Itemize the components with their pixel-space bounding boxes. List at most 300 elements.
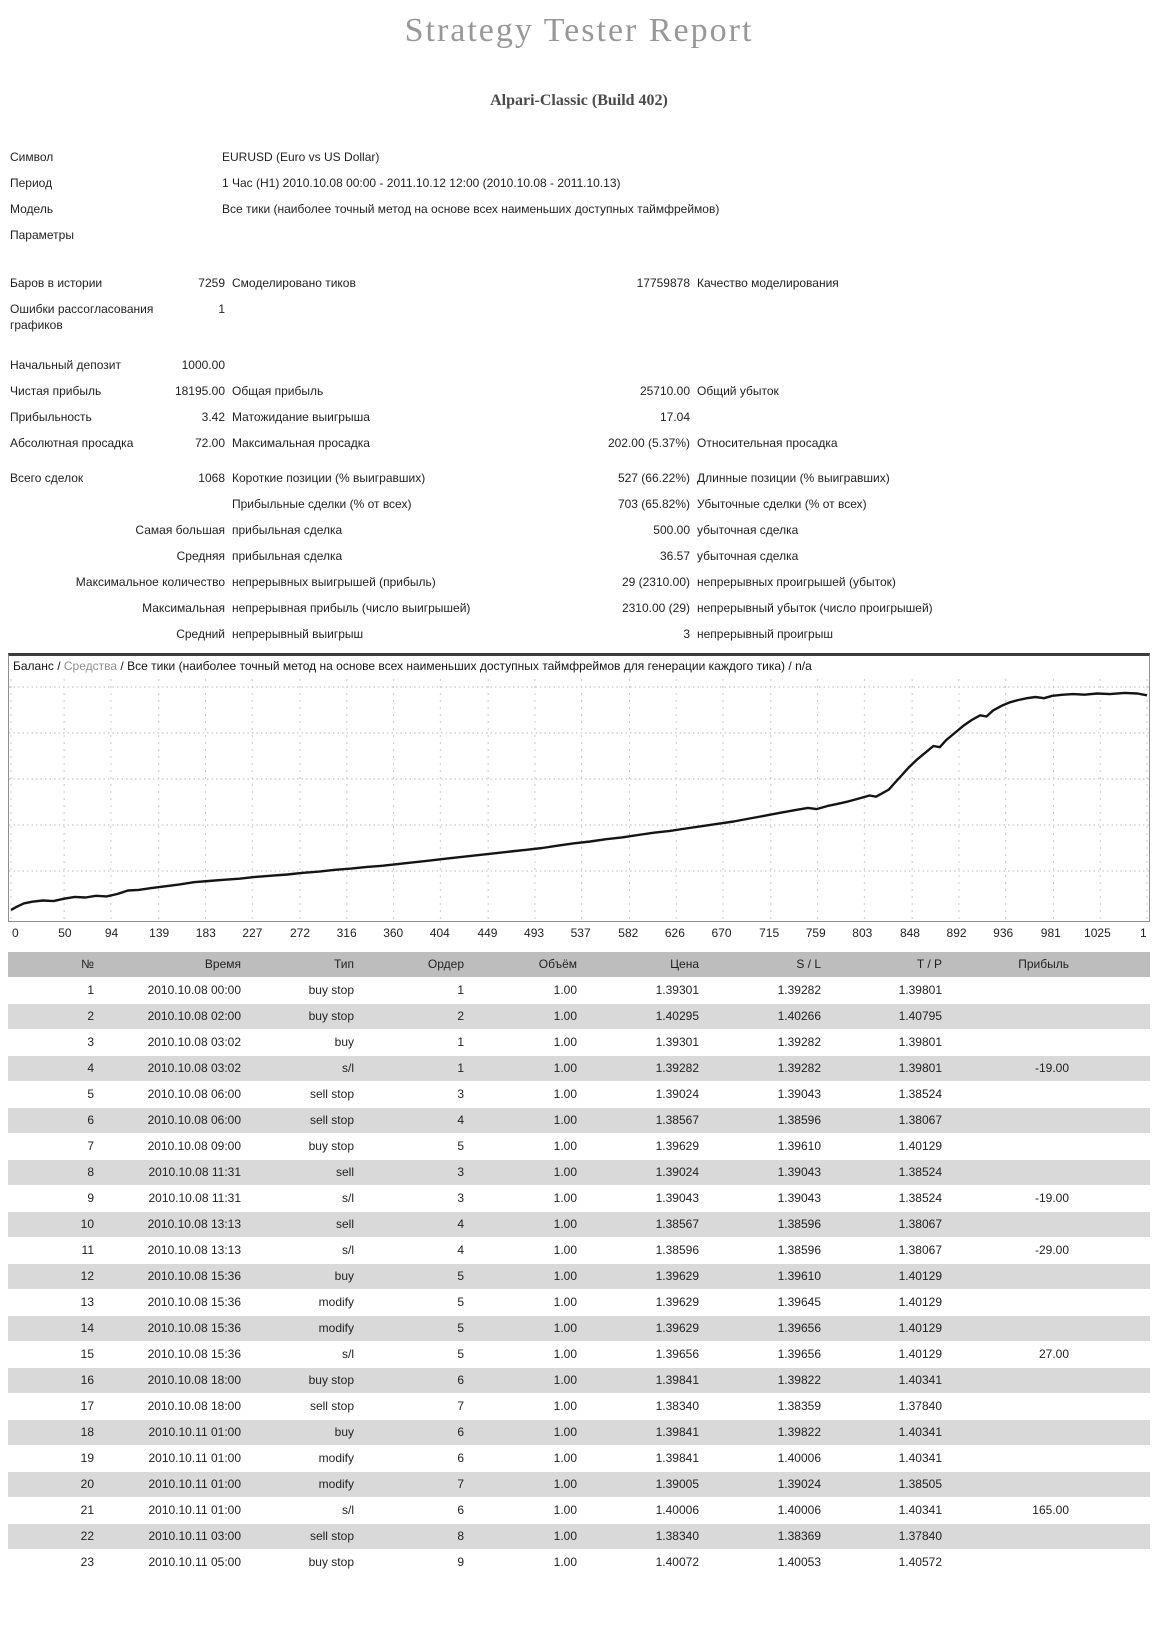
stat-value: 500.00 [653, 523, 690, 537]
info-row [0, 202, 1158, 228]
table-cell: 13 [80, 1295, 94, 1309]
row-filler [1075, 1550, 1150, 1575]
table-cell: 4 [457, 1243, 464, 1257]
table-cell: 3 [457, 1191, 464, 1205]
table-cell [948, 1264, 1075, 1289]
table-cell: 5 [87, 1087, 94, 1101]
table-cell: 1.39801 [898, 1061, 942, 1075]
table-cell: 1.39610 [777, 1269, 821, 1283]
stat-value: 72.00 [194, 436, 225, 450]
stat-value: 527 (66.22%) [617, 471, 690, 485]
stat-value: 1 [218, 302, 225, 316]
table-cell: buy stop [308, 1009, 354, 1023]
table-row [8, 1004, 1150, 1029]
table-cell: 1.00 [553, 1295, 577, 1309]
stats-section [0, 270, 1158, 647]
table-cell: 1.39024 [777, 1477, 821, 1491]
table-cell [948, 1108, 1075, 1133]
table-cell: 17 [80, 1399, 94, 1413]
table-cell: 2010.10.08 11:31 [148, 1191, 241, 1205]
table-cell: 1.00 [553, 1373, 577, 1387]
legend-na-text: n/a [795, 659, 812, 673]
table-cell: 4 [87, 1061, 94, 1075]
info-label: Период [10, 176, 53, 190]
table-cell: 2010.10.08 13:13 [147, 1243, 241, 1257]
table-row [8, 978, 1150, 1003]
table-cell: 1.39801 [898, 1035, 942, 1049]
row-filler [1075, 1004, 1150, 1029]
info-label: Параметры [10, 228, 74, 242]
row-filler [1075, 1368, 1150, 1393]
table-cell: 1.39043 [777, 1087, 821, 1101]
table-cell: 1.39656 [777, 1347, 821, 1361]
table-cell: 6 [457, 1451, 464, 1465]
table-cell: 4 [457, 1113, 464, 1127]
balance-chart [8, 653, 1150, 922]
table-cell: 15 [80, 1347, 94, 1361]
table-cell: 2010.10.11 05:00 [148, 1555, 241, 1569]
table-cell: 1.39841 [655, 1425, 699, 1439]
test-info-section [0, 150, 1158, 254]
table-cell: 1.40341 [898, 1503, 942, 1517]
table-cell [948, 1394, 1075, 1419]
table-cell: 1.39282 [777, 1061, 821, 1075]
x-tick-label: 493 [524, 926, 545, 940]
row-filler [1075, 1420, 1150, 1445]
info-row [0, 150, 1158, 176]
table-cell: modify [318, 1321, 354, 1335]
table-cell: 21 [80, 1503, 94, 1517]
table-cell: 1.40129 [898, 1139, 942, 1153]
table-row [8, 1264, 1150, 1289]
table-cell: 1.37840 [898, 1399, 942, 1413]
stats-row [0, 595, 1158, 621]
table-cell: 1.40129 [898, 1347, 942, 1361]
table-cell: 1.39629 [655, 1139, 699, 1153]
stat-label: непрерывный выигрыш [232, 627, 364, 641]
table-cell [948, 1134, 1075, 1159]
x-tick-label: 670 [711, 926, 732, 940]
column-header: Прибыль [1018, 957, 1069, 971]
table-cell [948, 1550, 1075, 1575]
table-row [8, 1082, 1150, 1107]
stats-row [0, 465, 1158, 491]
table-cell: 2010.10.08 03:02 [147, 1061, 241, 1075]
table-cell: 2010.10.11 01:00 [148, 1503, 241, 1517]
table-cell: 5 [457, 1347, 464, 1361]
table-cell: 1.39282 [777, 983, 821, 997]
stat-value: Самая большая [135, 523, 225, 537]
table-cell: 27.00 [1038, 1347, 1069, 1361]
stat-value: 2310.00 (29) [621, 601, 690, 615]
table-cell: s/l [342, 1347, 354, 1361]
table-cell: 1.00 [553, 1347, 577, 1361]
column-header: Цена [670, 957, 699, 971]
table-cell: -29.00 [1034, 1243, 1069, 1257]
table-header-row [8, 952, 1150, 977]
header-filler [1075, 952, 1150, 977]
report-subtitle: Alpari-Classic (Build 402) [490, 92, 668, 109]
table-cell: 1.38567 [655, 1113, 699, 1127]
stats-row [0, 491, 1158, 517]
x-tick-label: 404 [429, 926, 450, 940]
legend-equity-label: Средства [63, 659, 118, 673]
x-tick-label: 626 [664, 926, 685, 940]
table-cell: 1.39656 [655, 1347, 699, 1361]
table-cell: 18 [80, 1425, 94, 1439]
x-tick-label: 50 [58, 926, 72, 940]
stat-label: прибыльная сделка [232, 523, 343, 537]
stat-value: Максимальное количество [75, 575, 225, 589]
stat-label: Прибыльные сделки (% от всех) [232, 497, 412, 511]
stat-label: Чистая прибыль [10, 384, 102, 398]
table-cell: 2010.10.08 06:00 [147, 1087, 241, 1101]
stat-value: Средняя [176, 549, 225, 563]
x-tick-label: 981 [1040, 926, 1061, 940]
table-cell: 1.00 [553, 1061, 577, 1075]
table-cell: 1.38524 [898, 1191, 942, 1205]
table-cell: 3 [457, 1165, 464, 1179]
table-cell: 2010.10.08 03:02 [147, 1035, 241, 1049]
table-cell: 1.00 [553, 1477, 577, 1491]
stat-value: 29 (2310.00) [621, 575, 690, 589]
table-row [8, 1238, 1150, 1263]
row-filler [1075, 1134, 1150, 1159]
table-cell: 1.00 [553, 1217, 577, 1231]
table-cell: 1.00 [553, 1113, 577, 1127]
table-cell: modify [318, 1477, 354, 1491]
table-cell: 8 [457, 1529, 464, 1543]
table-cell: 1.37840 [898, 1529, 942, 1543]
table-cell [948, 1472, 1075, 1497]
table-cell: 1.40295 [655, 1009, 699, 1023]
legend-balance-label: Баланс [13, 659, 54, 673]
table-cell: 2010.10.11 03:00 [148, 1529, 241, 1543]
table-cell: 2010.10.08 11:31 [148, 1165, 241, 1179]
table-cell: sell stop [309, 1087, 354, 1101]
table-cell: 1.39043 [777, 1191, 821, 1205]
table-cell [948, 1082, 1075, 1107]
table-cell: 1.39282 [655, 1061, 699, 1075]
table-row [8, 1550, 1150, 1575]
table-cell: 1 [87, 983, 94, 997]
table-cell: sell stop [309, 1113, 354, 1127]
stat-value: 36.57 [659, 549, 690, 563]
table-row [8, 1394, 1150, 1419]
table-cell: 1.40129 [898, 1295, 942, 1309]
row-filler [1075, 1160, 1150, 1185]
column-header: S / L [796, 957, 821, 971]
stat-label: Матожидание выигрыша [232, 410, 370, 424]
table-cell: 1.38524 [898, 1087, 942, 1101]
chart-legend [9, 656, 1149, 677]
column-header: Ордер [427, 957, 464, 971]
table-cell: 1.39841 [655, 1373, 699, 1387]
table-cell: 2010.10.08 02:00 [147, 1009, 241, 1023]
table-cell: 1.39629 [655, 1269, 699, 1283]
info-row [0, 228, 1158, 254]
table-cell: 1.40266 [777, 1009, 821, 1023]
row-filler [1075, 1524, 1150, 1549]
table-cell: 1.00 [553, 1087, 577, 1101]
x-tick-label: 936 [993, 926, 1014, 940]
table-cell: 2010.10.08 18:00 [147, 1399, 241, 1413]
table-cell: 1.39610 [777, 1139, 821, 1153]
table-cell: 11 [81, 1243, 94, 1257]
stat-label: убыточная сделка [697, 523, 799, 537]
table-cell: sell stop [309, 1529, 354, 1543]
x-tick-label: 360 [383, 926, 404, 940]
table-cell: 1.38596 [777, 1243, 821, 1257]
table-cell: 1.38524 [898, 1165, 942, 1179]
table-cell: 1.40129 [898, 1321, 942, 1335]
table-cell: 1.00 [553, 1425, 577, 1439]
table-cell: 1.00 [553, 1139, 577, 1153]
column-header: Объём [538, 957, 577, 971]
table-cell: 1.00 [553, 1243, 577, 1257]
stat-label: Длинные позиции (% выигравших) [697, 471, 890, 485]
stats-row [0, 296, 1158, 340]
table-cell: 1.40006 [655, 1503, 699, 1517]
row-filler [1075, 978, 1150, 1003]
table-cell: 2 [87, 1009, 94, 1023]
table-cell: 1.38369 [777, 1529, 821, 1543]
legend-separator: / [120, 659, 124, 673]
table-row [8, 1316, 1150, 1341]
table-cell [948, 978, 1075, 1003]
table-cell: 2010.10.08 06:00 [147, 1113, 241, 1127]
table-cell: 1.00 [553, 1191, 577, 1205]
column-header: № [81, 957, 94, 971]
table-cell: 1.39024 [655, 1165, 699, 1179]
table-cell: 10 [80, 1217, 94, 1231]
stats-row [0, 621, 1158, 647]
table-cell: 1.39656 [777, 1321, 821, 1335]
stat-value: 202.00 (5.37%) [607, 436, 690, 450]
stats-row [0, 517, 1158, 543]
row-filler [1075, 1446, 1150, 1471]
stat-label: непрерывных выигрышей (прибыль) [232, 575, 436, 589]
table-cell: -19.00 [1034, 1061, 1069, 1075]
table-cell: 1.39005 [655, 1477, 699, 1491]
legend-separator: / [788, 659, 792, 673]
table-cell: 1.00 [553, 1321, 577, 1335]
info-value: Все тики (наиболее точный метод на основе всех наименьших доступных таймфреймов) [222, 202, 720, 216]
table-cell: sell [335, 1217, 354, 1231]
table-row [8, 1212, 1150, 1237]
table-cell: 1.40129 [898, 1269, 942, 1283]
row-filler [1075, 1212, 1150, 1237]
x-tick-label: 803 [852, 926, 873, 940]
table-cell: 1.40006 [777, 1503, 821, 1517]
table-cell: 1.40341 [898, 1425, 942, 1439]
row-filler [1075, 1472, 1150, 1497]
table-cell: 1.00 [553, 983, 577, 997]
x-tick-label: 139 [149, 926, 170, 940]
table-cell: 1.39629 [655, 1321, 699, 1335]
table-cell: 1.00 [553, 1399, 577, 1413]
table-cell: 1.38067 [898, 1217, 942, 1231]
table-cell: 1.00 [553, 1009, 577, 1023]
table-cell: 12 [80, 1269, 94, 1283]
x-tick-label: 227 [242, 926, 263, 940]
stat-label: Всего сделок [10, 471, 84, 485]
info-value: 1 Час (H1) 2010.10.08 00:00 - 2011.10.12 12:00 (2010.10.08 - 2011.10.13) [222, 176, 621, 190]
table-cell: 1.40341 [898, 1451, 942, 1465]
table-cell: 6 [457, 1373, 464, 1387]
stats-row [0, 270, 1158, 296]
table-row [8, 1108, 1150, 1133]
table-cell: sell stop [309, 1399, 354, 1413]
info-label: Символ [10, 150, 54, 164]
row-filler [1075, 1316, 1150, 1341]
table-cell: 7 [457, 1477, 464, 1491]
table-cell: 1.38340 [655, 1529, 699, 1543]
stats-row [0, 430, 1158, 456]
table-cell: 1.40341 [898, 1373, 942, 1387]
table-row [8, 1368, 1150, 1393]
stat-label: непрерывных проигрышей (убыток) [697, 575, 896, 589]
table-cell: 9 [457, 1555, 464, 1569]
table-row [8, 1134, 1150, 1159]
table-cell: s/l [342, 1061, 354, 1075]
x-tick-label: 272 [290, 926, 311, 940]
table-cell: 1.39024 [655, 1087, 699, 1101]
table-row [8, 1056, 1150, 1081]
chart-x-axis [8, 922, 1150, 946]
table-cell: 2 [457, 1009, 464, 1023]
table-cell: 1.00 [553, 1269, 577, 1283]
table-cell [948, 1030, 1075, 1055]
table-cell: 165.00 [1032, 1503, 1069, 1517]
page-title: Strategy Tester Report [404, 12, 754, 49]
table-row [8, 1446, 1150, 1471]
table-cell: 23 [80, 1555, 94, 1569]
table-cell: buy stop [308, 1373, 354, 1387]
table-cell [948, 1368, 1075, 1393]
balance-curve [11, 693, 1147, 910]
stat-value: 703 (65.82%) [617, 497, 690, 511]
stat-label: Общая прибыль [232, 384, 324, 398]
table-cell: modify [318, 1451, 354, 1465]
legend-model-text: Все тики (наиболее точный метод на основе всех наименьших доступных таймфреймов для генерации каждого тика) [127, 659, 786, 673]
table-cell: 3 [87, 1035, 94, 1049]
table-cell: 14 [80, 1321, 94, 1335]
info-row [0, 176, 1158, 202]
table-cell: 1.00 [553, 1555, 577, 1569]
info-value: EURUSD (Euro vs US Dollar) [222, 150, 380, 164]
table-cell: 1.39822 [777, 1373, 821, 1387]
stat-label: Качество моделирования [697, 276, 839, 290]
table-cell: 1 [457, 983, 464, 997]
table-cell: 2010.10.08 15:36 [147, 1295, 241, 1309]
stat-label: Баров в истории [10, 276, 103, 290]
table-cell: 7 [457, 1399, 464, 1413]
table-cell: 1.39282 [777, 1035, 821, 1049]
stat-value: 17759878 [636, 276, 690, 290]
table-cell: 2010.10.08 15:36 [147, 1269, 241, 1283]
table-cell: 1.38505 [898, 1477, 942, 1491]
table-row [8, 1030, 1150, 1055]
table-cell: buy stop [308, 1555, 354, 1569]
stats-row [0, 543, 1158, 569]
table-cell: sell [335, 1165, 354, 1179]
table-cell: 2010.10.08 15:36 [147, 1321, 241, 1335]
x-tick-label: 1025 [1084, 926, 1111, 940]
row-filler [1075, 1394, 1150, 1419]
stat-value: 25710.00 [639, 384, 690, 398]
stat-label: Короткие позиции (% выигравших) [232, 471, 426, 485]
table-cell: 1.38359 [777, 1399, 821, 1413]
row-filler [1075, 1264, 1150, 1289]
column-header: Время [204, 957, 241, 971]
table-cell: 6 [457, 1503, 464, 1517]
table-cell: 2010.10.08 09:00 [147, 1139, 241, 1153]
table-cell: 1.00 [553, 1451, 577, 1465]
table-cell: 1.39301 [655, 983, 699, 997]
table-cell: 22 [80, 1529, 94, 1543]
table-cell: 1.39301 [655, 1035, 699, 1049]
x-tick-label: 848 [899, 926, 920, 940]
stat-value: 3.42 [201, 410, 225, 424]
table-cell: 1 [457, 1061, 464, 1075]
table-cell: buy [334, 1425, 354, 1439]
table-cell: 4 [457, 1217, 464, 1231]
stat-value: 1068 [198, 471, 225, 485]
table-cell [948, 1004, 1075, 1029]
table-row [8, 1472, 1150, 1497]
table-cell: buy [334, 1035, 354, 1049]
x-tick-label: 537 [570, 926, 591, 940]
table-row [8, 1186, 1150, 1211]
stat-label: непрерывный убыток (число проигрышей) [697, 601, 933, 615]
table-cell: 1 [457, 1035, 464, 1049]
table-cell: 1.00 [553, 1529, 577, 1543]
stat-label: Начальный депозит [10, 358, 121, 372]
table-cell: 2010.10.08 00:00 [147, 983, 241, 997]
stat-value: 18195.00 [174, 384, 225, 398]
info-label: Модель [10, 202, 54, 216]
stat-label: Смоделировано тиков [232, 276, 356, 290]
stats-row [0, 569, 1158, 595]
row-filler [1075, 1082, 1150, 1107]
table-cell: 2010.10.08 13:13 [147, 1217, 241, 1231]
row-filler [1075, 1108, 1150, 1133]
stat-label: Относительная просадка [697, 436, 838, 450]
table-cell: 8 [87, 1165, 94, 1179]
x-tick-label: 715 [759, 926, 780, 940]
table-cell: 1.39822 [777, 1425, 821, 1439]
row-filler [1075, 1056, 1150, 1081]
table-cell: 1.39043 [777, 1165, 821, 1179]
table-cell: 6 [457, 1425, 464, 1439]
stat-label: Максимальная просадка [232, 436, 370, 450]
table-cell: 5 [457, 1139, 464, 1153]
x-tick-label: 316 [336, 926, 357, 940]
table-cell: 6 [87, 1113, 94, 1127]
table-cell: 5 [457, 1295, 464, 1309]
stats-row [0, 352, 1158, 378]
x-tick-label: 183 [195, 926, 216, 940]
stat-label: непрерывная прибыль (число выигрышей) [232, 601, 471, 615]
x-tick-label: 759 [805, 926, 826, 940]
table-row [8, 1160, 1150, 1185]
table-cell [948, 1316, 1075, 1341]
row-filler [1075, 1186, 1150, 1211]
table-cell: 1.38596 [655, 1243, 699, 1257]
column-header: Тип [333, 957, 354, 971]
table-cell: 1.38067 [898, 1243, 942, 1257]
